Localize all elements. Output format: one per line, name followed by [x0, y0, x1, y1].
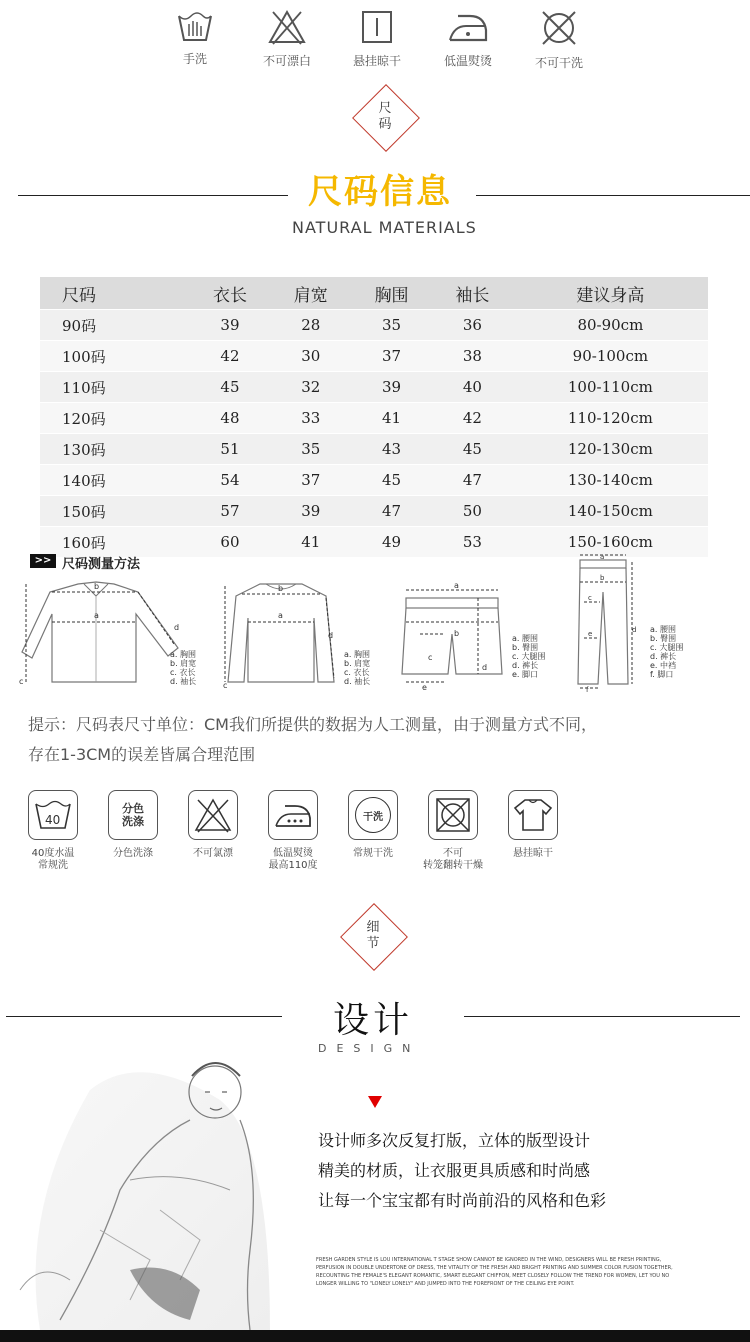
dry-clean-symbol: 干洗: [355, 797, 391, 833]
svg-text:e: e: [422, 683, 427, 690]
legend-item: c. 衣长: [344, 668, 370, 677]
badge-detail-text: [363, 920, 383, 952]
table-cell: 32: [270, 372, 351, 403]
table-cell: 47: [351, 496, 432, 527]
svg-text:a: a: [278, 611, 283, 620]
column-header: 肩宽: [270, 277, 351, 310]
care-label: [494, 848, 572, 860]
legend-item: e. 中裆: [650, 661, 677, 670]
divider-right: [476, 195, 750, 196]
legend-item: b. 臀围: [650, 634, 677, 643]
table-cell: 45: [190, 372, 271, 403]
wash-40-icon: [28, 790, 78, 840]
separate-wash-symbol: 分色 洗涤: [122, 802, 144, 828]
care-label: [14, 848, 92, 872]
table-cell: 37: [351, 341, 432, 372]
care-label-line: 不可氯漂: [193, 848, 233, 859]
care-label-line: 不可: [443, 848, 463, 859]
table-cell: 49: [351, 527, 432, 558]
badge-line: 节: [366, 936, 380, 951]
table-cell: 48: [190, 403, 271, 434]
pants-outline-icon: [570, 552, 638, 692]
legend-item: c. 大腿围: [512, 652, 546, 661]
svg-text:e: e: [588, 630, 593, 638]
table-header-row: [40, 277, 708, 310]
table-cell: 54: [190, 465, 271, 496]
legend-item: b. 肩宽: [170, 659, 197, 668]
table-cell: 57: [190, 496, 271, 527]
table-cell: 110码: [40, 372, 190, 403]
badge-line: 码: [378, 117, 392, 132]
care-hang-dry-shirt: [494, 790, 572, 860]
table-cell: 140码: [40, 465, 190, 496]
legend-item: a. 腰围: [512, 634, 538, 643]
separate-wash-icon: [108, 790, 158, 840]
tip-line: 存在1-3CM的误差皆属合理范围: [28, 745, 256, 764]
bottom-bar: [0, 1330, 750, 1342]
tip-line: 提示：尺码表尺寸单位：CM我们所提供的数据为人工测量，由于测量方式不同，: [28, 715, 597, 734]
table-row: [40, 341, 708, 372]
legend-item: d. 袖长: [170, 677, 197, 686]
table-cell: 130码: [40, 434, 190, 465]
table-row: [40, 465, 708, 496]
size-section-subtitle: NATURAL MATERIALS: [292, 218, 477, 237]
description-line: 精美的材质，让衣服更具质感和时尚感: [318, 1161, 591, 1180]
design-subtitle: DESIGN: [318, 1042, 421, 1055]
table-cell: 36: [432, 310, 513, 341]
hand-wash-icon: [175, 8, 215, 44]
table-cell: 120-130cm: [513, 434, 708, 465]
care-label: [94, 848, 172, 860]
table-cell: 35: [351, 310, 432, 341]
size-tip: [28, 710, 738, 770]
care-hang-dry: [337, 8, 417, 69]
sweater-outline-icon: [222, 578, 340, 690]
shorts-diagram: [398, 578, 506, 690]
svg-text:d: d: [632, 626, 637, 634]
care-label-line: 低温熨烫: [273, 848, 313, 859]
table-row: [40, 372, 708, 403]
wash-temp: 40: [45, 813, 61, 827]
legend-item: d. 裤长: [650, 652, 677, 661]
legend-item: d. 裤长: [512, 661, 539, 670]
legend-item: e. 脚口: [512, 670, 539, 679]
care-label: 低温熨烫: [443, 54, 492, 68]
care-label: 手洗: [182, 52, 207, 66]
design-description: [318, 1126, 606, 1216]
table-row: [40, 434, 708, 465]
care-label-line: 常规洗: [38, 860, 68, 871]
table-cell: 38: [432, 341, 513, 372]
shorts-legend: [512, 634, 545, 679]
care-label: [174, 848, 252, 860]
legend-item: c. 衣长: [170, 668, 196, 677]
table-cell: 37: [270, 465, 351, 496]
low-iron-110-icon: [268, 790, 318, 840]
svg-text:a: a: [94, 611, 99, 620]
table-cell: 42: [190, 341, 271, 372]
care-wash-40: [14, 790, 92, 872]
table-cell: 150码: [40, 496, 190, 527]
care-no-tumble-dry: [414, 790, 492, 872]
table-cell: 41: [270, 527, 351, 558]
table-cell: 47: [432, 465, 513, 496]
table-row: [40, 310, 708, 341]
table-cell: 50: [432, 496, 513, 527]
column-header: 袖长: [432, 277, 513, 310]
care-label: 不可干洗: [534, 56, 583, 70]
care-dry-clean: [334, 790, 412, 860]
fine-print: FRESH GARDEN STYLE IS LOU INTERNATIONAL T STAGE SHOW CANNOT BE IGNORED IN THE WIND, DESIGNERS WILL BE FRESH PRINTING, PERFUSION IN DOUBLE UNDERTONE OF DRESS, THE VITALITY OF THE FRESH AND BRIGHT PRINTING AND SUMMER COLOR FUSION TOGETHER, RECOUNTING THE FEMALE'S ELEGANT ROMANTIC, SMART ELEGANT CHIFFON, MEET CLOSELY FOLLOW THE TREND FOR WOMEN, LET YOU NO LONGER WILLING TO "LONELY LONELY" AND JUMPED INTO THE FOREFRONT OF THE CEILING EYE POINT.: [316, 1257, 673, 1287]
shorts-outline-icon: [398, 578, 506, 690]
table-cell: 140-150cm: [513, 496, 708, 527]
table-cell: 53: [432, 527, 513, 558]
description-line: 让每一个宝宝都有时尚前沿的风格和色彩: [318, 1191, 607, 1210]
svg-text:c: c: [588, 594, 592, 602]
svg-text:c: c: [19, 677, 24, 686]
svg-text:d: d: [482, 663, 488, 672]
table-cell: 39: [270, 496, 351, 527]
size-section-title: 尺码信息: [308, 172, 452, 212]
svg-text:a: a: [454, 581, 459, 590]
divider-left: [18, 195, 288, 196]
care-label-line: 转笼翻转干燥: [423, 860, 483, 871]
shirt-outline-icon: [18, 578, 183, 690]
column-header: 衣长: [190, 277, 271, 310]
legend-item: b. 肩宽: [344, 659, 371, 668]
svg-text:d: d: [174, 623, 180, 632]
care-label-line: 悬挂晾干: [513, 848, 553, 859]
svg-text:d: d: [328, 631, 334, 640]
table-cell: 30: [270, 341, 351, 372]
care-no-bleach: [247, 8, 327, 69]
table-cell: 28: [270, 310, 351, 341]
care-label: [254, 848, 332, 872]
table-cell: 40: [432, 372, 513, 403]
table-cell: 41: [351, 403, 432, 434]
hang-dry-icon: [357, 8, 397, 46]
dry-clean-icon: [348, 790, 398, 840]
measure-arrows-icon: >>: [30, 554, 56, 568]
legend-item: a. 腰围: [650, 625, 676, 634]
no-bleach-icon: [267, 8, 307, 46]
table-cell: 39: [190, 310, 271, 341]
care-label: 不可漂白: [262, 54, 311, 68]
down-arrow-icon: [368, 1093, 382, 1112]
legend-item: a. 胸围: [170, 650, 196, 659]
table-cell: 60: [190, 527, 271, 558]
column-header: 尺码: [40, 277, 190, 310]
care-label: [334, 848, 412, 860]
table-cell: 160码: [40, 527, 190, 558]
sketch-girl-image: [0, 1030, 300, 1330]
legend-item: a. 胸围: [344, 650, 370, 659]
table-cell: 43: [351, 434, 432, 465]
low-iron-icon: [446, 8, 490, 46]
legend-item: f. 脚口: [650, 670, 674, 679]
svg-text:b: b: [94, 582, 100, 591]
table-cell: 33: [270, 403, 351, 434]
shirt-diagram: [18, 578, 183, 690]
care-label-line: 常规干洗: [353, 848, 393, 859]
size-table: [40, 277, 708, 557]
table-cell: 130-140cm: [513, 465, 708, 496]
pants-diagram: [570, 552, 638, 692]
table-cell: 45: [432, 434, 513, 465]
description-line: 设计师多次反复打版，立体的版型设计: [318, 1131, 591, 1150]
svg-text:b: b: [454, 629, 460, 638]
svg-text:f: f: [586, 686, 589, 692]
legend-item: b. 臀围: [512, 643, 539, 652]
table-row: [40, 403, 708, 434]
svg-text:c: c: [428, 653, 433, 662]
table-cell: 110-120cm: [513, 403, 708, 434]
legend-item: c. 大腿围: [650, 643, 684, 652]
care-label-line: 分色洗涤: [113, 848, 153, 859]
care-no-chlorine: [174, 790, 252, 860]
sketch-illustration: [0, 1030, 300, 1334]
table-cell: 120码: [40, 403, 190, 434]
measure-title: 尺码测量方法: [62, 557, 141, 572]
care-label-line: 最高110度: [268, 860, 318, 871]
table-row: [40, 496, 708, 527]
table-cell: 90-100cm: [513, 341, 708, 372]
table-cell: 90码: [40, 310, 190, 341]
divider-right: [464, 1016, 740, 1017]
table-cell: 42: [432, 403, 513, 434]
badge-size-text: [375, 101, 395, 133]
care-hand-wash: [155, 8, 235, 67]
table-cell: 35: [270, 434, 351, 465]
care-label: [414, 848, 492, 872]
svg-text:b: b: [278, 584, 284, 593]
care-low-iron: [428, 8, 508, 69]
table-cell: 100码: [40, 341, 190, 372]
table-cell: 150-160cm: [513, 527, 708, 558]
svg-text:a: a: [600, 553, 605, 561]
design-title: 设计: [333, 1000, 414, 1041]
table-cell: 39: [351, 372, 432, 403]
column-header: 胸围: [351, 277, 432, 310]
care-label-line: 40度水温: [31, 848, 75, 859]
no-tumble-dry-icon: [428, 790, 478, 840]
care-low-iron-110: [254, 790, 332, 872]
sweater-diagram: [222, 578, 340, 690]
table-cell: 100-110cm: [513, 372, 708, 403]
table-cell: 45: [351, 465, 432, 496]
care-label: 悬挂晾干: [352, 54, 401, 68]
column-header: 建议身高: [513, 277, 708, 310]
sweater-legend: [344, 650, 370, 686]
no-dry-clean-icon: [539, 8, 579, 48]
badge-line: 细: [366, 920, 380, 935]
care-separate-wash: [94, 790, 172, 860]
care-no-dry-clean: [519, 8, 599, 71]
svg-text:b: b: [600, 574, 605, 582]
table-cell: 80-90cm: [513, 310, 708, 341]
no-chlorine-icon: [188, 790, 238, 840]
badge-line: 尺: [378, 101, 392, 116]
divider-left: [6, 1016, 282, 1017]
shirt-legend: [170, 650, 196, 686]
svg-text:c: c: [223, 681, 228, 690]
legend-item: d. 袖长: [344, 677, 371, 686]
pants-legend: [650, 625, 683, 679]
hang-dry-shirt-icon: [508, 790, 558, 840]
table-cell: 51: [190, 434, 271, 465]
